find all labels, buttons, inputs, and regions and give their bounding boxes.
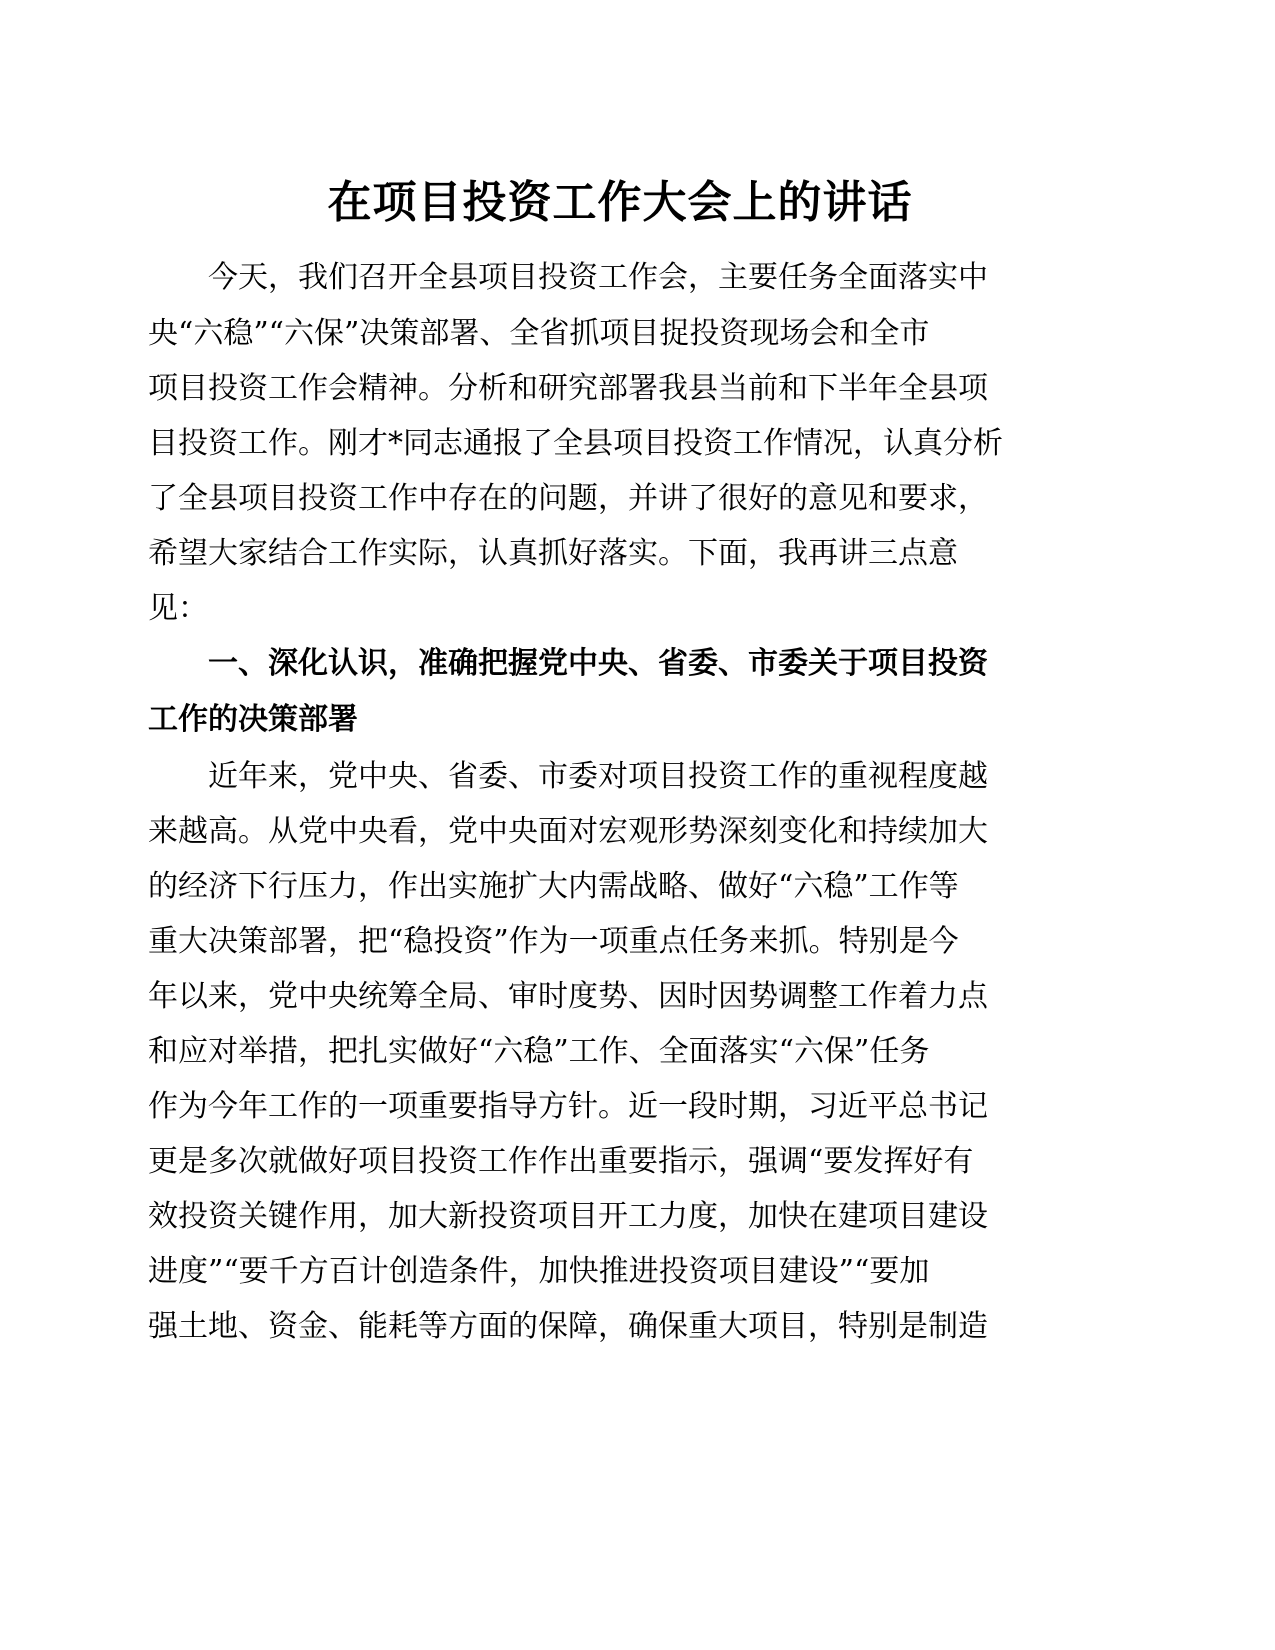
document-title: 在项目投资工作大会上的讲话 — [327, 177, 913, 228]
paragraph-line: 近年来，党中央、省委、市委对项目投资工作的重视程度越 — [208, 759, 988, 794]
paragraph-line: 央“六稳”“六保”决策部署、全省抓项目捉投资现场会和全市 — [148, 316, 930, 351]
paragraph-line: 见： — [148, 591, 208, 626]
paragraph-line: 了全县项目投资工作中存在的问题，并讲了很好的意见和要求， — [148, 481, 988, 516]
paragraph-line: 的经济下行压力，作出实施扩大内需战略、做好“六稳”工作等 — [148, 869, 959, 904]
paragraph-line: 来越高。从党中央看，党中央面对宏观形势深刻变化和持续加大 — [148, 814, 988, 849]
paragraph-line: 重大决策部署，把“稳投资”作为一项重点任务来抓。特别是今 — [148, 924, 959, 959]
paragraph-line: 目投资工作。刚才*同志通报了全县项目投资工作情况，认真分析 — [148, 426, 1003, 461]
paragraph-line: 项目投资工作会精神。分析和研究部署我县当前和下半年全县项 — [148, 371, 988, 406]
paragraph-line: 作为今年工作的一项重要指导方针。近一段时期，习近平总书记 — [148, 1089, 988, 1124]
paragraph-line: 效投资关键作用，加大新投资项目开工力度，加快在建项目建设 — [148, 1199, 988, 1234]
paragraph-line: 今天，我们召开全县项目投资工作会，主要任务全面落实中 — [208, 260, 988, 295]
section-heading-line: 一、深化认识，准确把握党中央、省委、市委关于项目投资 — [208, 646, 988, 681]
paragraph-line: 希望大家结合工作实际，认真抓好落实。下面，我再讲三点意 — [148, 536, 958, 571]
paragraph-line: 年以来，党中央统筹全局、审时度势、因时因势调整工作着力点 — [148, 979, 988, 1014]
paragraph-line: 强土地、资金、能耗等方面的保障，确保重大项目，特别是制造 — [148, 1309, 988, 1344]
paragraph-line: 更是多次就做好项目投资工作作出重要指示，强调“要发挥好有 — [148, 1144, 974, 1179]
paragraph-line: 和应对举措，把扎实做好“六稳”工作、全面落实“六保”任务 — [148, 1034, 930, 1069]
section-heading-line: 工作的决策部署 — [148, 702, 358, 737]
paragraph-line: 进度”“要千方百计创造条件，加快推进投资项目建设”“要加 — [148, 1254, 930, 1289]
